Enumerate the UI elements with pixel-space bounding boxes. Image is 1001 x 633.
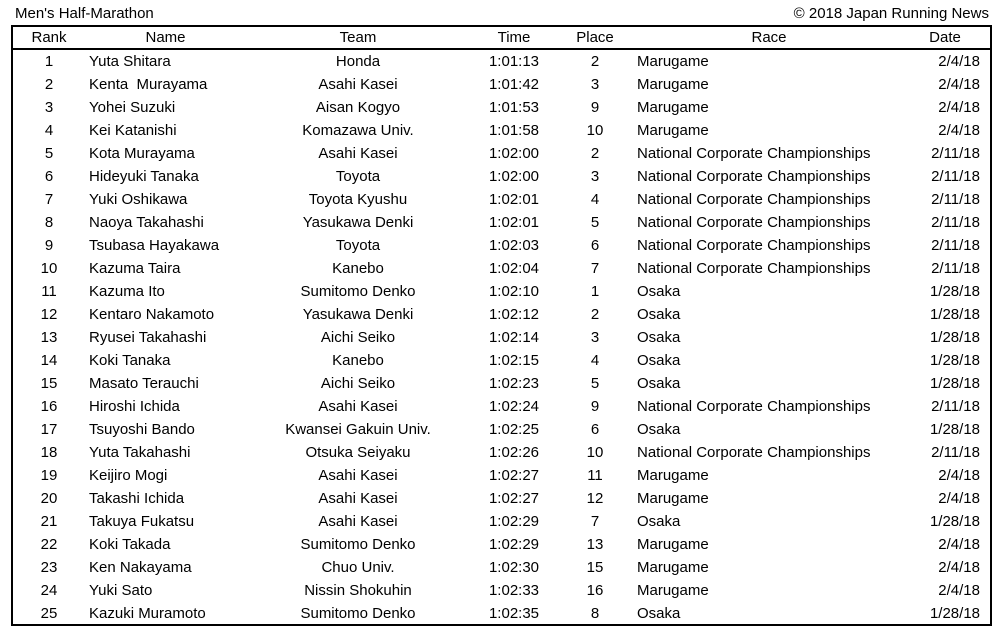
cell-team: Toyota Kyushu [308,191,408,208]
cell-rank: 9 [44,237,54,254]
cell-time: 1:02:01 [488,214,540,231]
cell-place: 5 [590,375,600,392]
cell-date: 2/11/18 [931,444,980,461]
cell-date: 2/4/18 [938,490,980,507]
table-row [13,257,990,280]
cell-date: 2/11/18 [931,191,980,208]
cell-time: 1:02:15 [488,352,540,369]
table-row [13,418,990,441]
cell-time: 1:02:29 [488,513,540,530]
cell-name: Kazuma Taira [89,260,181,277]
page-title: Men's Half-Marathon [15,5,154,22]
table-row [13,303,990,326]
cell-rank: 8 [44,214,54,231]
cell-name: Takashi Ichida [89,490,185,507]
cell-time: 1:02:01 [488,191,540,208]
cell-race: National Corporate Championships [637,398,871,415]
header-race: Race [751,29,787,46]
cell-time: 1:01:42 [488,76,540,93]
cell-race: Osaka [637,329,681,346]
table-row [13,73,990,96]
cell-date: 1/28/18 [929,421,980,438]
cell-team: Yasukawa Denki [302,214,414,231]
table-row [13,142,990,165]
cell-place: 10 [586,444,604,461]
cell-race: Marugame [637,536,709,553]
cell-team: Toyota [335,237,381,254]
table-row [13,96,990,119]
cell-date: 2/4/18 [938,559,980,576]
cell-place: 8 [590,605,600,622]
cell-team: Sumitomo Denko [300,283,416,300]
header-team: Team [339,29,377,46]
cell-name: Yuki Oshikawa [89,191,188,208]
cell-rank: 21 [40,513,58,530]
cell-team: Aichi Seiko [320,375,396,392]
cell-team: Asahi Kasei [318,490,398,507]
cell-name: Ryusei Takahashi [89,329,207,346]
cell-race: Osaka [637,375,681,392]
cell-place: 4 [590,191,600,208]
cell-race: Osaka [637,283,681,300]
cell-race: Osaka [637,605,681,622]
cell-team: Toyota [335,168,381,185]
cell-race: National Corporate Championships [637,168,871,185]
cell-place: 13 [586,536,604,553]
cell-rank: 24 [40,582,58,599]
header-name: Name [145,29,186,46]
table-row [13,487,990,510]
cell-rank: 18 [40,444,58,461]
cell-date: 2/11/18 [931,145,980,162]
cell-rank: 2 [44,76,54,93]
table-row [13,533,990,556]
cell-place: 2 [590,306,600,323]
cell-name: Kentaro Nakamoto [89,306,215,323]
cell-date: 2/4/18 [938,99,980,116]
cell-race: Osaka [637,352,681,369]
cell-time: 1:02:00 [488,168,540,185]
cell-date: 1/28/18 [929,329,980,346]
cell-team: Kanebo [332,352,384,369]
cell-rank: 4 [44,122,54,139]
cell-place: 12 [586,490,604,507]
cell-date: 2/11/18 [931,168,980,185]
table-row [13,464,990,487]
cell-name: Tsubasa Hayakawa [89,237,220,254]
cell-name: Ken Nakayama [89,559,192,576]
cell-rank: 12 [40,306,58,323]
cell-team: Asahi Kasei [318,467,398,484]
table-row [13,441,990,464]
table-row [13,165,990,188]
cell-name: Takuya Fukatsu [89,513,195,530]
results-table [11,25,992,626]
cell-team: Sumitomo Denko [300,605,416,622]
cell-time: 1:02:33 [488,582,540,599]
header-time: Time [497,29,531,46]
cell-name: Yohei Suzuki [89,99,176,116]
cell-place: 7 [590,513,600,530]
cell-date: 2/4/18 [938,536,980,553]
cell-rank: 16 [40,398,58,415]
cell-place: 5 [590,214,600,231]
cell-time: 1:02:30 [488,559,540,576]
cell-date: 2/4/18 [938,76,980,93]
cell-race: Marugame [637,467,709,484]
cell-name: Yuki Sato [89,582,153,599]
cell-name: Kota Murayama [89,145,195,162]
cell-name: Koki Tanaka [89,352,171,369]
cell-race: Marugame [637,582,709,599]
cell-team: Otsuka Seiyaku [305,444,411,461]
cell-rank: 20 [40,490,58,507]
cell-race: Marugame [637,559,709,576]
cell-time: 1:02:27 [488,467,540,484]
cell-place: 15 [586,559,604,576]
cell-place: 9 [590,99,600,116]
cell-name: Yuta Shitara [89,53,171,70]
cell-time: 1:02:03 [488,237,540,254]
cell-time: 1:02:26 [488,444,540,461]
cell-place: 11 [587,467,603,484]
copyright: © 2018 Japan Running News [793,5,989,22]
cell-date: 2/11/18 [931,214,980,231]
cell-race: Marugame [637,99,709,116]
cell-place: 3 [590,168,600,185]
cell-rank: 19 [40,467,58,484]
cell-team: Sumitomo Denko [300,536,416,553]
cell-race: National Corporate Championships [637,214,871,231]
cell-date: 2/11/18 [931,398,980,415]
cell-date: 2/4/18 [938,582,980,599]
cell-time: 1:02:00 [488,145,540,162]
table-row [13,579,990,602]
cell-date: 2/11/18 [931,260,980,277]
cell-time: 1:02:12 [488,306,540,323]
header-rank: Rank [31,29,67,46]
cell-race: Marugame [637,490,709,507]
cell-place: 6 [590,237,600,254]
cell-team: Asahi Kasei [318,76,398,93]
cell-time: 1:02:27 [488,490,540,507]
table-row [13,372,990,395]
cell-place: 1 [590,283,600,300]
cell-time: 1:02:24 [488,398,540,415]
table-row [13,211,990,234]
cell-name: Koki Takada [89,536,171,553]
table-row [13,280,990,303]
header-place: Place [576,29,614,46]
cell-time: 1:01:58 [488,122,540,139]
cell-place: 3 [590,76,600,93]
cell-date: 2/4/18 [938,122,980,139]
cell-team: Yasukawa Denki [302,306,414,323]
cell-time: 1:02:14 [488,329,540,346]
cell-rank: 22 [40,536,58,553]
cell-team: Nissin Shokuhin [304,582,412,599]
cell-rank: 15 [40,375,58,392]
cell-place: 6 [590,421,600,438]
cell-time: 1:02:04 [488,260,540,277]
table-row [13,188,990,211]
cell-race: Osaka [637,513,681,530]
cell-date: 1/28/18 [929,306,980,323]
table-row [13,50,990,73]
cell-team: Kanebo [332,260,384,277]
cell-time: 1:02:23 [488,375,540,392]
table-row [13,556,990,579]
cell-rank: 23 [40,559,58,576]
cell-rank: 25 [40,605,58,622]
cell-name: Naoya Takahashi [89,214,204,231]
table-row [13,326,990,349]
cell-team: Asahi Kasei [318,398,398,415]
cell-rank: 14 [40,352,58,369]
cell-name: Keijiro Mogi [89,467,168,484]
cell-time: 1:02:25 [488,421,540,438]
header-date: Date [929,29,961,46]
cell-date: 1/28/18 [929,513,980,530]
cell-time: 1:02:10 [488,283,540,300]
cell-race: Osaka [637,421,681,438]
table-row [13,234,990,257]
cell-place: 4 [590,352,600,369]
cell-place: 3 [590,329,600,346]
cell-date: 1/28/18 [929,283,980,300]
cell-place: 9 [590,398,600,415]
cell-place: 2 [590,53,600,70]
cell-team: Asahi Kasei [318,513,398,530]
cell-time: 1:01:13 [488,53,540,70]
cell-rank: 7 [44,191,54,208]
cell-rank: 1 [44,53,54,70]
cell-team: Aisan Kogyo [315,99,401,116]
cell-race: National Corporate Championships [637,237,871,254]
cell-team: Aichi Seiko [320,329,396,346]
table-row [13,510,990,533]
cell-name: Hideyuki Tanaka [89,168,199,185]
table-row [13,602,990,625]
cell-rank: 3 [44,99,54,116]
cell-race: Osaka [637,306,681,323]
cell-race: Marugame [637,76,709,93]
cell-team: Komazawa Univ. [302,122,414,139]
table-row [13,395,990,418]
cell-place: 2 [590,145,600,162]
cell-team: Chuo Univ. [321,559,395,576]
table-row [13,119,990,142]
cell-rank: 17 [40,421,58,438]
cell-name: Yuta Takahashi [89,444,191,461]
cell-race: National Corporate Championships [637,260,871,277]
cell-date: 1/28/18 [929,352,980,369]
cell-time: 1:01:53 [488,99,540,116]
cell-place: 7 [590,260,600,277]
cell-name: Kenta Murayama [89,76,208,93]
cell-name: Masato Terauchi [89,375,199,392]
cell-race: Marugame [637,122,709,139]
cell-name: Kazuki Muramoto [89,605,206,622]
cell-place: 10 [586,122,604,139]
cell-date: 2/4/18 [938,467,980,484]
cell-name: Hiroshi Ichida [89,398,180,415]
cell-race: National Corporate Championships [637,191,871,208]
cell-race: National Corporate Championships [637,444,871,461]
cell-rank: 11 [41,283,57,300]
cell-time: 1:02:29 [488,536,540,553]
cell-name: Kazuma Ito [89,283,165,300]
cell-rank: 5 [44,145,54,162]
cell-time: 1:02:35 [488,605,540,622]
table-header [13,27,990,50]
cell-date: 1/28/18 [929,605,980,622]
cell-date: 2/11/18 [931,237,980,254]
cell-rank: 10 [40,260,58,277]
cell-name: Tsuyoshi Bando [89,421,195,438]
cell-rank: 6 [44,168,54,185]
cell-team: Honda [335,53,381,70]
table-row [13,349,990,372]
cell-place: 16 [586,582,604,599]
cell-name: Kei Katanishi [89,122,177,139]
cell-team: Asahi Kasei [318,145,398,162]
cell-race: National Corporate Championships [637,145,871,162]
cell-date: 2/4/18 [938,53,980,70]
cell-date: 1/28/18 [929,375,980,392]
cell-rank: 13 [40,329,58,346]
cell-race: Marugame [637,53,709,70]
cell-team: Kwansei Gakuin Univ. [285,421,431,438]
